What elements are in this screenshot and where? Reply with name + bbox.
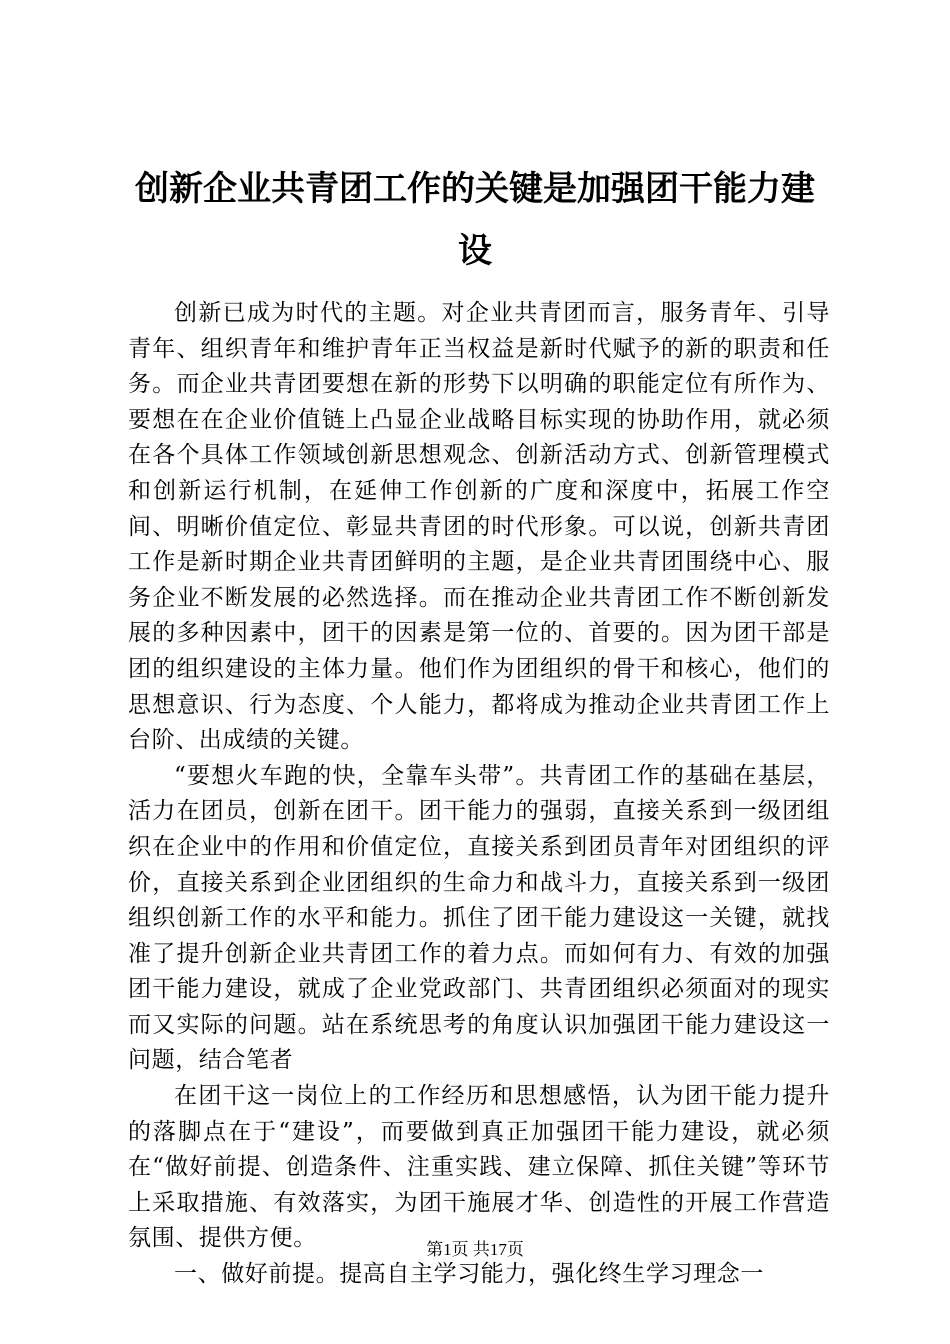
document-body: [128, 296, 830, 1293]
document-title: 创新企业共青团工作的关键是加强团干能力建设: [135, 169, 815, 271]
paragraph: 一、做好前提。提高自主学习能力，强化终生学习理念一: [174, 1261, 764, 1288]
page-number: 第1页 共17页: [426, 1240, 524, 1259]
paragraph: 创新已成为时代的主题。对企业共青团而言，服务青年、引导青年、组织青年和维护青年正当权益是新时代赋予的新的职责和任务。而企业共青团要想在新的形势下以明确的职能定位有所作为、要想在在企业价值链上凸显企业战略目标实现的协助作用，就必须在各个具体工作领域创新思想观念、创新活动方式、创新管理模式和创新运行机制，在延伸工作创新的广度和深度中，拓展工作空间、明晰价值定位、彰显共青团的时代形象。可以说，创新共青团工作是新时期企业共青团鲜明的主题，是企业共青团围绕中心、服务企业不断发展的必然选择。而在推动企业共青团工作不断创新发展的多种因素中，团干的因素是第一位的、首要的。因为团干部是团的组织建设的主体力量。他们作为团组织的骨干和核心，他们的思想意识、行为态度、个人能力，都将成为推动企业共青团工作上台阶、出成绩的关键。: [128, 300, 830, 754]
page-footer: [0, 1238, 950, 1262]
paragraph: 在团干这一岗位上的工作经历和思想感悟，认为团干能力提升的落脚点在于“建设”，而要做到真正加强团干能力建设，就必须在“做好前提、创造条件、注重实践、建立保障、抓住关键”等环节上采取措施、有效落实，为团干施展才华、创造性的开展工作营造氛围、提供方便。: [128, 1083, 830, 1252]
paragraph: “要想火车跑的快，全靠车头带”。共青团工作的基础在基层，活力在团员，创新在团干。团干能力的强弱，直接关系到一级团组织在企业中的作用和价值定位，直接关系到团员青年对团组织的评价，直接关系到企业团组织的生命力和战斗力，直接关系到一级团组织创新工作的水平和能力。抓住了团干能力建设这一关键，就找准了提升创新企业共青团工作的着力点。而如何有力、有效的加强团干能力建设，就成了企业党政部门、共青团组织必须面对的现实而又实际的问题。站在系统思考的角度认识加强团干能力建设这一问题，结合笔者: [128, 762, 830, 1074]
